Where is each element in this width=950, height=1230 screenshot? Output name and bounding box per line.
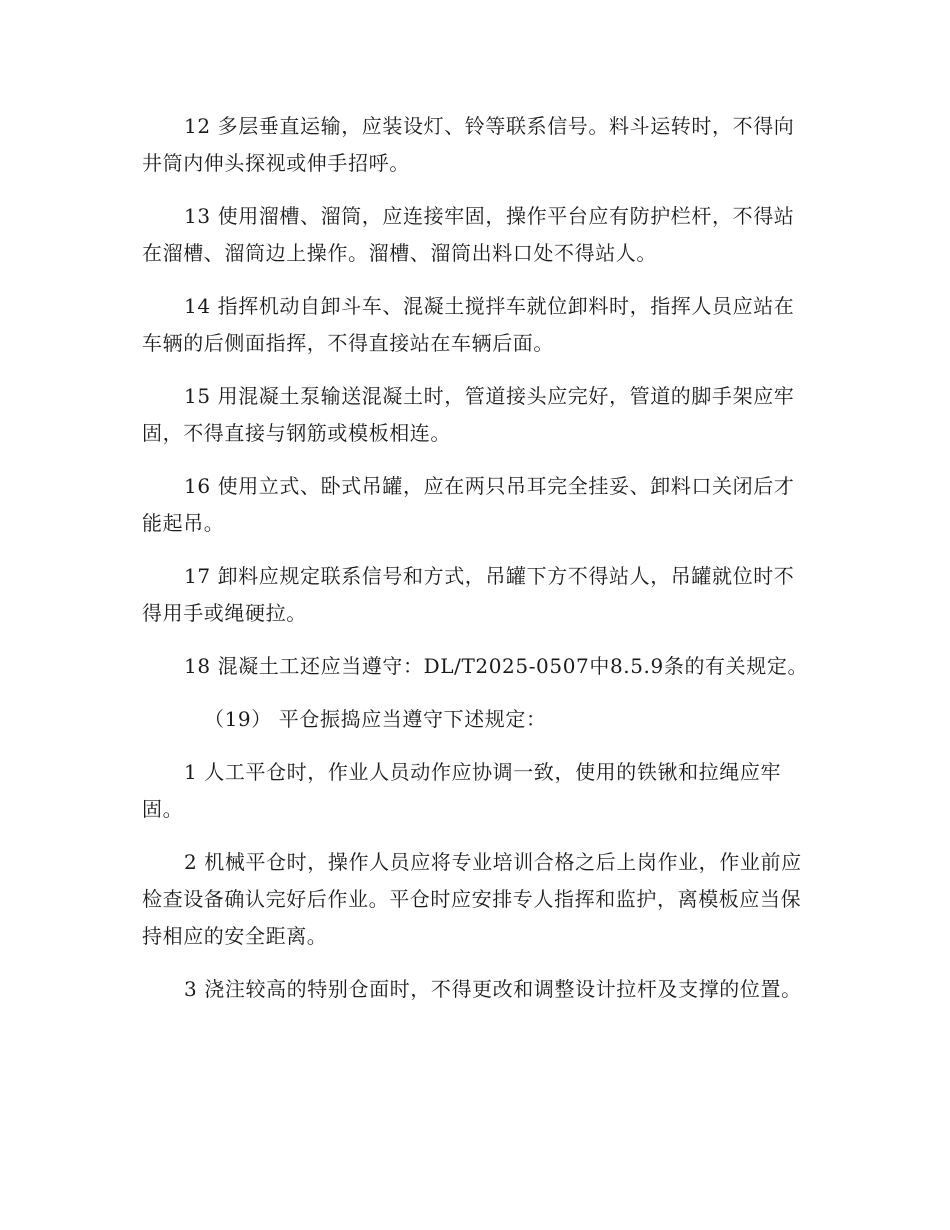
paragraph-item-15: 15 用混凝土泵输送混凝土时，管道接头应完好，管道的脚手架应牢固，不得直接与钢筋或模板相连。 xyxy=(142,384,795,445)
paragraph-item-14: 14 指挥机动自卸斗车、混凝土搅拌车就位卸料时，指挥人员应站在车辆的后侧面指挥，不得直接站在车辆后面。 xyxy=(142,294,795,355)
paragraph-item-17: 17 卸料应规定联系信号和方式，吊罐下方不得站人，吊罐就位时不得用手或绳硬拉。 xyxy=(142,564,795,625)
paragraph-item-16: 16 使用立式、卧式吊罐，应在两只吊耳完全挂妥、卸料口关闭后才能起吊。 xyxy=(142,474,795,535)
document-page xyxy=(142,108,812,1024)
paragraph-item-3: 3 浇注较高的特别仓面时，不得更改和调整设计拉杆及支撑的位置。 xyxy=(184,977,802,1001)
paragraph-item-13: 13 使用溜槽、溜筒，应连接牢固，操作平台应有防护栏杆，不得站在溜槽、溜筒边上操作。溜槽、溜筒出料口处不得站人。 xyxy=(142,204,795,265)
paragraph-item-1: 1 人工平仓时，作业人员动作应协调一致，使用的铁锹和拉绳应牢固。 xyxy=(142,760,782,821)
paragraph-item-2: 2 机械平仓时，操作人员应将专业培训合格之后上岗作业，作业前应检查设备确认完好后作业。平仓时应安排专人指挥和监护，离模板应当保持相应的安全距离。 xyxy=(142,850,802,948)
paragraph-item-18: 18 混凝土工还应当遵守：DL/T2025-0507中8.5.9条的有关规定。 xyxy=(184,654,809,678)
section-heading-19: （19） 平仓振捣应当遵守下述规定： xyxy=(204,707,547,731)
paragraph-item-12: 12 多层垂直运输，应装设灯、铃等联系信号。料斗运转时，不得向井筒内伸头探视或伸手招呼。 xyxy=(142,114,795,175)
